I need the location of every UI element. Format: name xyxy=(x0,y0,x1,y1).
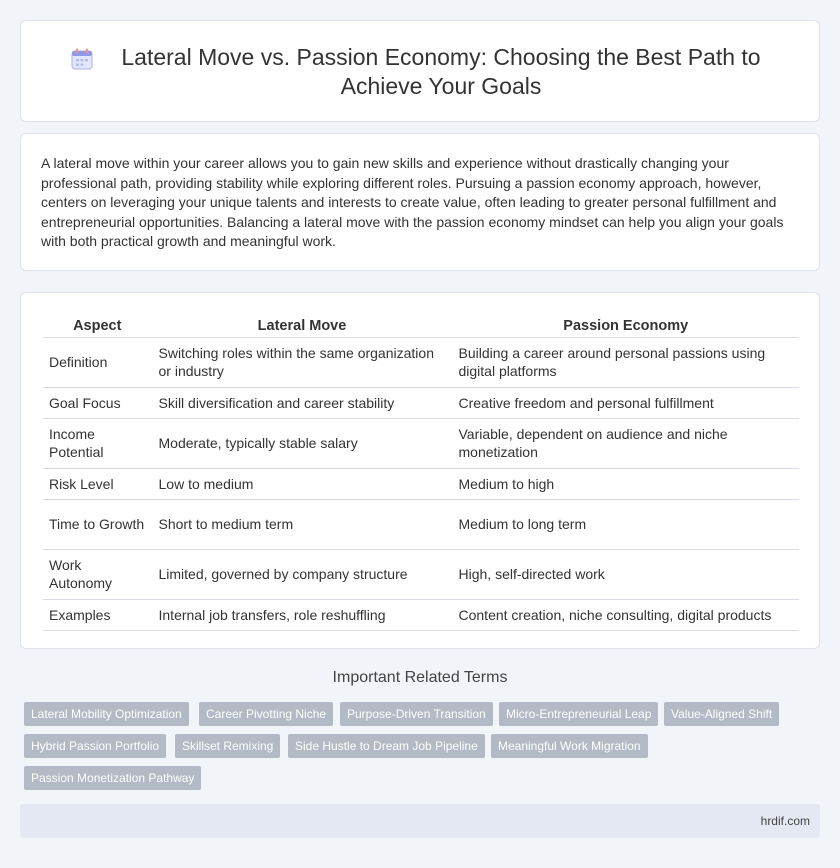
table-row xyxy=(43,499,799,549)
related-term-tag[interactable]: Skillset Remixing xyxy=(175,734,280,758)
table-row xyxy=(43,418,799,468)
footer-site-link[interactable]: hrdif.com xyxy=(760,814,810,828)
passion-cell: Medium to long term xyxy=(452,499,799,549)
passion-cell: Building a career around personal passions using digital platforms xyxy=(452,337,799,387)
table-row xyxy=(43,599,799,630)
page-title: Lateral Move vs. Passion Economy: Choosing the Best Path to Achieve Your Goals xyxy=(121,44,761,99)
comparison-card xyxy=(20,292,820,649)
lateral-cell: Moderate, typically stable salary xyxy=(152,418,452,468)
lateral-cell: Short to medium term xyxy=(152,499,452,549)
passion-cell: High, self-directed work xyxy=(452,549,799,599)
comparison-table xyxy=(43,315,799,631)
aspect-cell: Risk Level xyxy=(43,468,152,499)
lateral-cell: Limited, governed by company structure xyxy=(152,549,452,599)
related-terms-title: Important Related Terms xyxy=(332,669,508,686)
header-passion-economy: Passion Economy xyxy=(452,315,799,337)
related-term-tag[interactable]: Value-Aligned Shift xyxy=(664,702,779,726)
table-row xyxy=(43,387,799,418)
related-term-tag[interactable]: Purpose-Driven Transition xyxy=(340,702,493,726)
table-row xyxy=(43,468,799,499)
related-term-tag[interactable]: Side Hustle to Dream Job Pipeline xyxy=(288,734,485,758)
related-term-tag[interactable]: Micro-Entrepreneurial Leap xyxy=(499,702,658,726)
aspect-cell: Time to Growth xyxy=(43,499,152,549)
table-row xyxy=(43,549,799,599)
header-card xyxy=(20,20,820,122)
header-lateral-move: Lateral Move xyxy=(152,315,452,337)
aspect-cell: Definition xyxy=(43,337,152,387)
aspect-cell: Examples xyxy=(43,599,152,630)
table-header-row xyxy=(43,315,799,337)
footer xyxy=(20,804,820,838)
passion-cell: Creative freedom and personal fulfillment xyxy=(452,387,799,418)
passion-cell: Medium to high xyxy=(452,468,799,499)
aspect-cell: Goal Focus xyxy=(43,387,152,418)
intro-paragraph: A lateral move within your career allows you to gain new skills and experience without drastically changing your professional path, providing stability while exploring different roles. Pursuing a passion economy approach, however, centers on leveraging your unique talents and interests to create value, often leading to greater personal fulfillment and entrepreneurial opportunities. Balancing a lateral move with the passion economy mindset can help you align your goals with both practical growth and meaningful work. xyxy=(41,155,784,250)
aspect-cell: Work Autonomy xyxy=(43,549,152,599)
calendar-icon xyxy=(70,47,94,71)
header-aspect: Aspect xyxy=(43,315,152,337)
title-row xyxy=(21,21,821,123)
passion-cell: Variable, dependent on audience and niche monetization xyxy=(452,418,799,468)
lateral-cell: Internal job transfers, role reshuffling xyxy=(152,599,452,630)
table-row xyxy=(43,337,799,387)
lateral-cell: Low to medium xyxy=(152,468,452,499)
related-term-tag[interactable]: Passion Monetization Pathway xyxy=(24,766,201,790)
lateral-cell: Switching roles within the same organization or industry xyxy=(152,337,452,387)
passion-cell: Content creation, niche consulting, digital products xyxy=(452,599,799,630)
intro-card xyxy=(20,133,820,271)
related-term-tag[interactable]: Hybrid Passion Portfolio xyxy=(24,734,166,758)
related-term-tag[interactable]: Lateral Mobility Optimization xyxy=(24,702,189,726)
lateral-cell: Skill diversification and career stability xyxy=(152,387,452,418)
related-term-tag[interactable]: Career Pivotting Niche xyxy=(199,702,333,726)
aspect-cell: Income Potential xyxy=(43,418,152,468)
related-term-tag[interactable]: Meaningful Work Migration xyxy=(491,734,648,758)
